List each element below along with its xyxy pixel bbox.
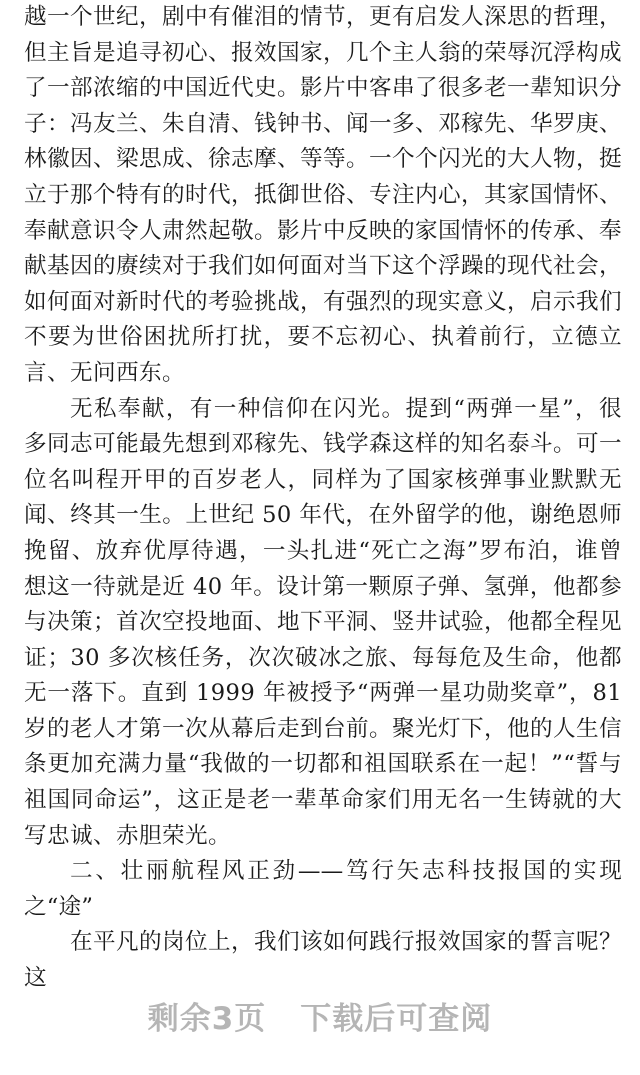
document-body (24, 0, 622, 997)
paragraph-2: 无私奉献，有一种信仰在闪光。提到“两弹一星”，很多同志可能最先想到邓稼先、钱学森这样的知名泰斗。可一位名叫程开甲的百岁老人，同样为了国家核弹事业默默无闻、终其一生。上世纪 50 年代，在外留学的他，谢绝恩师挽留、放弃优厚待遇，一头扎进“死亡之海”罗布泊，谁曾想这一待就是近 40 年。设计第一颗原子弹、氢弹，他都参与决策；首次空投地面、地下平洞、竖井试验，他都全程见证；30 多次核任务，次次破冰之旅、每每危及生命，他都无一落下。直到 1999 年被授予“两弹一星功勋奖章”，81 岁的老人才第一次从幕后走到台前。聚光灯下，他的人生信条更加充满力量“我做的一切都和祖国联系在一起！”“誓与祖国同命运”，这正是老一辈革命家们用无名一生铸就的大写忠诚、赤胆荣光。 (24, 395, 622, 849)
paragraph-3: 在平凡的岗位上，我们该如何践行报效国家的誓言呢？这 (24, 929, 622, 992)
download-prompt-label: 下载后可查阅 (300, 1000, 493, 1037)
remaining-pages-label: 剩余3页 (147, 1000, 267, 1037)
download-banner[interactable] (0, 990, 640, 1040)
section-heading-2: 二、壮丽航程风正劲——笃行矢志科技报国的实现之“途” (24, 858, 622, 920)
paragraph-1: 越一个世纪，剧中有催泪的情节，更有启发人深思的哲理，但主旨是追寻初心、报效国家，几个主人翁的荣辱沉浮构成了一部浓缩的中国近代史。影片中客串了很多老一辈知识分子：冯友兰、朱自清、钱钟书、闻一多、邓稼先、华罗庚、林徽因、梁思成、徐志摩、等等。一个个闪光的大人物，挺立于那个特有的时代，抵御世俗、专注内心，其家国情怀、奉献意识令人肃然起敬。影片中反映的家国情怀的传承、奉献基因的赓续对于我们如何面对当下这个浮躁的现代社会，如何面对新时代的考验挑战，有强烈的现实意义，启示我们不要为世俗困扰所打扰，要不忘初心、执着前行，立德立言、无问西东。 (24, 4, 622, 386)
